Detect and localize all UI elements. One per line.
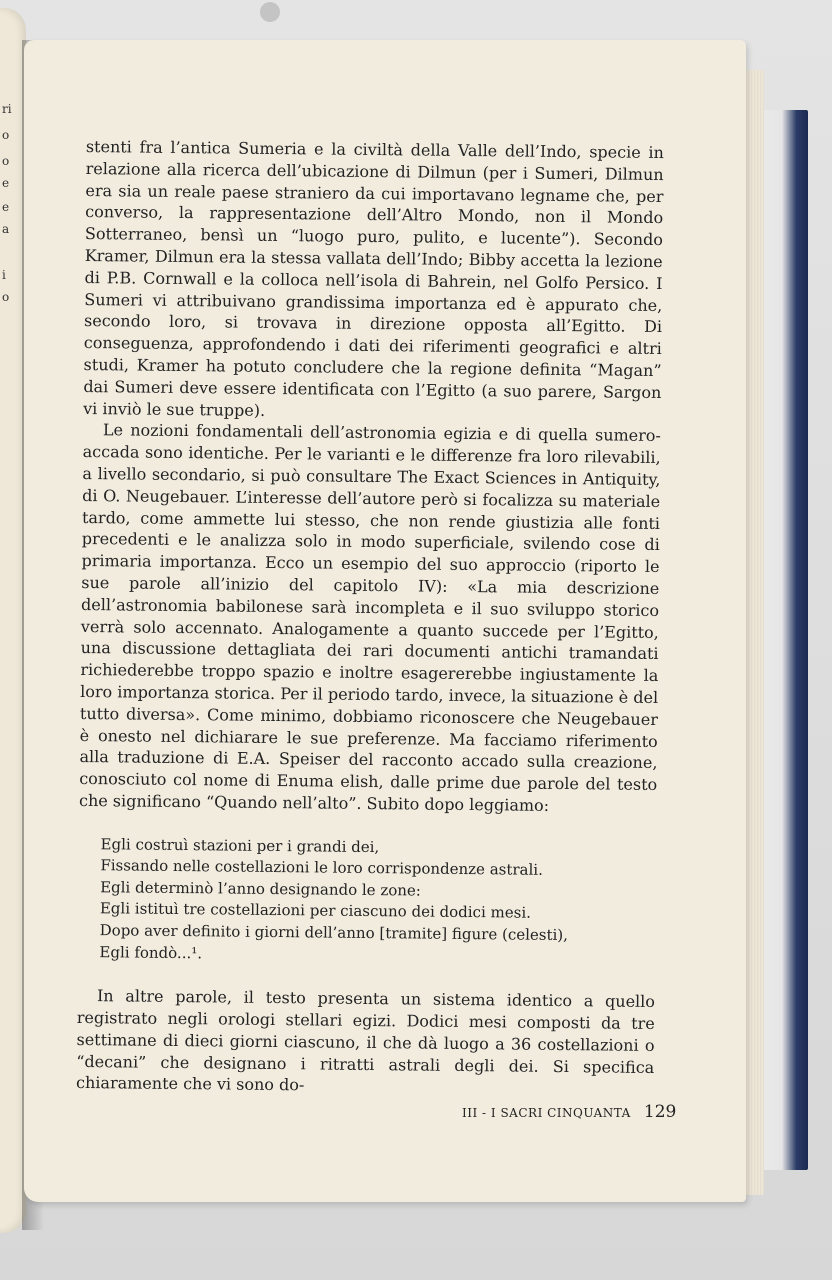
verse-line: Egli determinò l’anno designando le zone: [100, 878, 422, 900]
left-page-fragment: a [2, 222, 10, 236]
left-page-fragment: o [2, 290, 10, 304]
verse-line: Fissando nelle costellazioni le loro corrispondenze astrali. [100, 856, 543, 880]
book-page [24, 40, 746, 1202]
left-page-fragment: i [2, 268, 6, 282]
background-hole [260, 2, 280, 22]
verse-line: Egli fondò...¹. [99, 942, 203, 962]
verse-line: Egli costruì stazioni per i grandi dei, [100, 834, 380, 856]
left-page-fragment: e [2, 176, 10, 190]
paragraph-3: In altre parole, il testo presenta un sistema identico a quello registrato negli orologi stellari egizi. Dodici mesi composti da tre settimane di dieci giorni ciascuno, il che dà luogo a 36 costellazioni o “decani” che designano i ritratti astrali degli dei. Si specifica chiaramente che vi sono do- [75, 986, 656, 1095]
verse-line: Dopo aver definito i giorni dell’anno [tramite] figure (celesti), [99, 921, 569, 945]
running-head: III - I SACRI CINQUANTA [462, 1106, 631, 1120]
left-page-fragment: o [2, 128, 10, 142]
page-footer [462, 1102, 676, 1122]
left-page-fragment: o [2, 154, 10, 168]
paragraph-1: stenti fra l’antica Sumeria e la civiltà della Valle dell’Indo, specie in relazione alla ricerca dell’ubicazione di Dilmun (per i Sumeri, Dilmun era sia un reale paese straniero da cui importavano legname che, per converso, la rappresentazione dell’Altro Mondo, non il Mondo Sotterraneo, bensì un “luogo puro, pulito, e lucente”). Secondo Kramer, Dilmun era la stessa vallata dell’Indo; Bibby accetta la lezione di P.B. Cornwall e la colloca nell’isola di Bahrein, nel Golfo Persico. I Sumeri vi attribuivano grandissima importanza ed è appurato che, secondo loro, si trovava in direzione opposta all’Egitto. Di conseguenza, approfondendo i dati dei riferimenti geografici e altri studi, Kramer ha potuto concludere che la regione definita “Magan” dai Sumeri deve essere identificata con l’Egitto (a suo parere, Sargon vi inviò le sue truppe). [83, 136, 664, 420]
page-body [76, 136, 664, 1100]
left-page-fragment: e [2, 200, 10, 214]
left-page-fragment: ri [2, 102, 12, 116]
verse-line: Egli istituì tre costellazioni per ciascuno dei dodici mesi. [99, 899, 532, 923]
quoted-verse [99, 834, 656, 969]
paragraph-2: Le nozioni fondamentali dell’astronomia egizia e di quella sumero-accada sono identiche. Per le varianti e le differenze fra loro rilevabili, a livello secondario, si può consultare The Exact Sciences in Antiquity, di O. Neugebauer. L’interesse dell’autore però si focalizza su materiale tardo, come ammette lui stesso, che non rende giustizia alle fonti precedenti e le analizza solo in modo superficiale, svilendo cose di primaria importanza. Ecco un esempio del suo approccio (riporto le sue parole all’inizio del capitolo IV): «La mia descrizione dell’astronomia babilonese sarà incompleta e il suo sviluppo storico verrà solo accennato. Analogamente a quanto succede per l’Egitto, una discussione dettagliata dei rari documenti antichi tramandati richiederebbe troppo spazio e inoltre esagererebbe ingiustamente la loro importanza storica. Per il periodo tardo, invece, la situazione è del tutto diversa». Come minimo, dobbiamo riconoscere che Neugebauer è onesto nel dichiarare le sue preferenze. Ma facciamo riferimento alla traduzione di E.A. Speiser del racconto accado sulla creazione, conosciuto col nome di Enuma elish, dalle prime due parole del testo che significano “Quando nell’alto”. Subito dopo leggiamo: [78, 420, 661, 815]
page-number: 129 [643, 1102, 677, 1122]
